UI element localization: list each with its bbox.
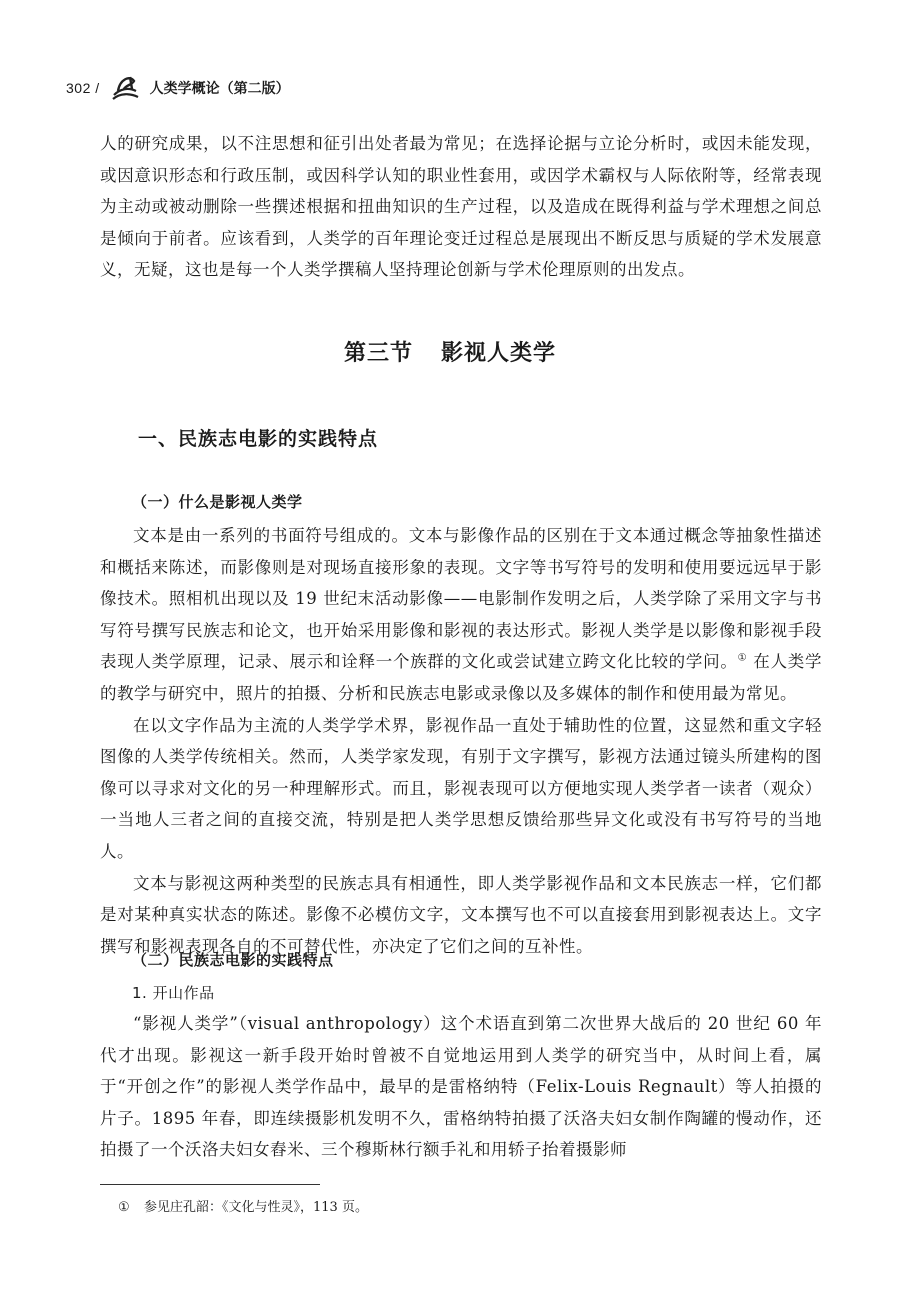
part-2-heading: （二）民族志电影的实践特点 xyxy=(132,951,334,969)
book-title: 人类学概论（第二版） xyxy=(149,81,290,97)
page-header xyxy=(66,68,290,108)
intro-paragraph: 人的研究成果，以不注思想和征引出处者最为常见；在选择论据与立论分析时，或因未能发现，或因意识形态和行政压制，或因科学认知的职业性套用，或因学术霸权与人际依附等，经常表现为主动或被动删除一些撰述根据和扭曲知识的生产过程，以及造成在既得利益与学术理想之间总是倾向于前者。应该看到，人类学的百年理论变迁过程总是展现出不断反思与质疑的学术发展意义，无疑，这也是每一个人类学撰稿人坚持理论创新与学术伦理原则的出发点。 xyxy=(100,134,822,280)
part-1-p1-continued: 在人类学的教学与研究中，照片的拍摄、分析和民族志电影或录像以及多媒体的制作和使用最为常见。 xyxy=(100,652,823,703)
footnote-text: 参见庄孔韶：《文化与性灵》，113 页。 xyxy=(144,1200,368,1215)
part-1-paragraph-3: 文本与影视这两种类型的民族志具有相通性，即人类学影视作品和文本民族志一样，它们都是对某种真实状态的陈述。影像不必模仿文字，文本撰写也不可以直接套用到影视表达上。文字撰写和影视表现各自的不可替代性，亦决定了它们之间的互补性。 xyxy=(100,873,822,956)
part-1-block xyxy=(100,484,822,962)
footnote-mark: ① xyxy=(118,1200,130,1215)
publisher-logo-icon xyxy=(108,71,142,105)
item-1-heading: 1. 开山作品 xyxy=(132,984,215,1002)
intro-block xyxy=(100,128,822,286)
footnote xyxy=(118,1198,368,1218)
part-1-p1-text: 文本是由一系列的书面符号组成的。文本与影像作品的区别在于文本通过概念等抽象性描述和概括来陈述，而影像则是对现场直接形象的表现。文字等书写符号的发明和使用要远远早于影像技术。照相机出现以及 19 世纪末活动影像——电影制作发明之后，人类学除了采用文字与书写符号撰写民族志和论文，也开始采用影像和影视的表达形式。影视人类学是以影像和影视手段表现人类学原理，记录、展示和诠释一个族群的文化或尝试建立跨文化比较的学问。 xyxy=(100,526,822,672)
part-1-heading: （一）什么是影视人类学 xyxy=(132,493,303,511)
part-1-paragraph-1 xyxy=(100,520,822,710)
footnote-divider xyxy=(100,1184,320,1185)
section-title xyxy=(0,336,900,367)
part-2-paragraph-1: “影视人类学”（visual anthropology）这个术语直到第二次世界大战后的 20 世纪 60 年代才出现。影视这一新手段开始时曾被不自觉地运用到人类学的研究当中，从时间上看，属于“开创之作”的影视人类学作品中，最早的是雷格纳特（Felix-Louis Regnault）等人拍摄的片子。1895 年春，即连续摄影机发明不久，雷格纳特拍摄了沃洛夫妇女制作陶罐的慢动作，还拍摄了一个沃洛夫妇女舂米、三个穆斯林行额手礼和用轿子抬着摄影师 xyxy=(100,1014,822,1160)
section-number: 第三节 xyxy=(343,341,413,366)
part-1-paragraph-2: 在以文字作品为主流的人类学学术界，影视作品一直处于辅助性的位置，这显然和重文字轻图像的人类学传统相关。然而，人类学家发现，有别于文字撰写，影视方法通过镜头所建构的图像可以寻求对文化的另一种理解形式。而且，影视表现可以方便地实现人类学者一读者（观众）一当地人三者之间的直接交流，特别是把人类学思想反馈给那些异文化或没有书写符号的当地人。 xyxy=(100,715,822,861)
page-number: 302 / xyxy=(66,80,100,96)
section-name: 影视人类学 xyxy=(441,341,557,366)
subsection-heading: 一、民族志电影的实践特点 xyxy=(138,428,379,450)
footnote-reference[interactable]: ① xyxy=(737,652,748,664)
part-2-block xyxy=(100,942,822,1166)
